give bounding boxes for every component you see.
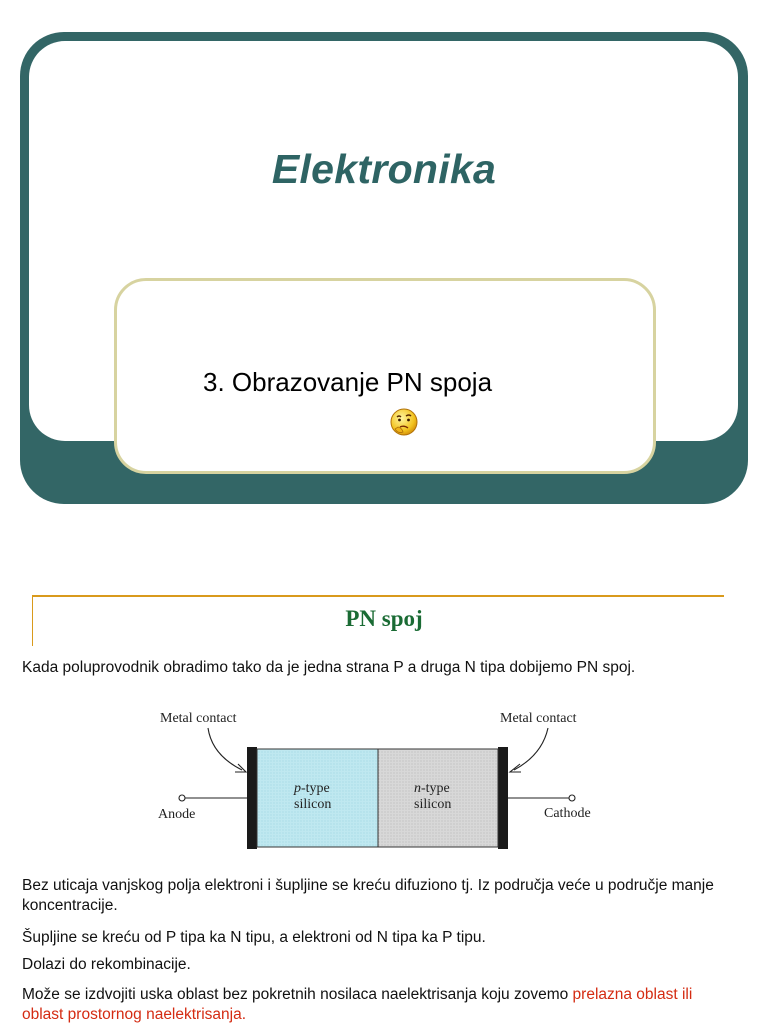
left-contact-arrow [208, 728, 242, 770]
right-contact-arrow [514, 728, 548, 770]
left-metal-contact [247, 747, 257, 849]
slide-title: Elektronika [271, 146, 497, 192]
anode-terminal [179, 795, 185, 801]
slide-subtitle: 3. Obrazovanje PN spoja [203, 367, 493, 397]
anode-label: Anode [158, 807, 196, 822]
depletion-text-highlight: prelazna oblast ili oblast prostornog naelektrisanja. [22, 986, 693, 1023]
carrier-movement-text: Šupljine se kreću od P tipa ka N tipu, a elektroni od N tipa ka P tipu. [22, 929, 486, 946]
recombination-text: Dolazi do rekombinacije. [22, 956, 191, 973]
cathode-label: Cathode [544, 806, 591, 821]
svg-text:p-type [293, 781, 330, 796]
depletion-region-text [22, 985, 722, 1025]
depletion-text-normal: Može se izdvojiti uska oblast bez pokretnih nosilaca naelektrisanja koju zovemo [22, 986, 573, 1003]
n-type-label: -type [421, 781, 450, 796]
metal-contact-right-label: Metal contact [500, 711, 577, 726]
subtitle-box [114, 278, 656, 474]
p-type-label: -type [301, 781, 330, 796]
n-silicon-label: silicon [414, 797, 452, 812]
n-letter: n [414, 781, 421, 796]
p-letter: p [294, 781, 301, 796]
title-slide [20, 32, 748, 504]
cathode-terminal [569, 795, 575, 801]
section-heading: PN spoj [345, 606, 423, 631]
heading-rule [32, 595, 724, 597]
diffusion-text: Bez uticaja vanjskog polja elektroni i šupljine se kreću difuziono tj. Iz područja veće u područje manje koncentracije. [22, 877, 714, 914]
thinking-face-icon [389, 407, 419, 437]
intro-text: Kada poluprovodnik obradimo tako da je jedna strana P a druga N tipa dobijemo PN spoj. [22, 659, 636, 676]
svg-text:n-type [414, 781, 450, 796]
metal-contact-left-label: Metal contact [160, 711, 237, 726]
right-metal-contact [498, 747, 508, 849]
pn-junction-diagram [150, 700, 620, 860]
p-silicon-label: silicon [294, 797, 332, 812]
